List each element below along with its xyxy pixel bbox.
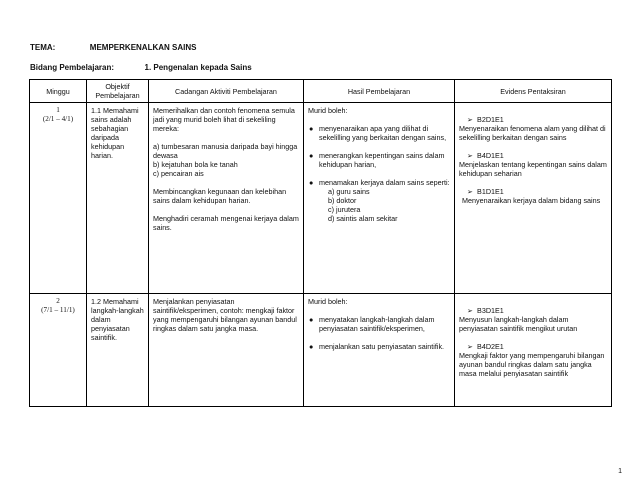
arrow-bullet-icon: ➢	[467, 115, 474, 124]
bullet-icon: ●	[309, 124, 314, 133]
evidens-code: ➢ B3D1E1	[467, 306, 504, 315]
bidang-line	[30, 63, 252, 72]
hasil-sub-item: b) doktor	[328, 196, 357, 205]
evidens-cell	[455, 103, 612, 294]
week-range: (7/1 – 11/1)	[41, 306, 75, 314]
hasil-bullet: ● menamakan kerjaya dalam sains seperti:	[309, 178, 450, 187]
arrow-bullet-icon: ➢	[467, 151, 474, 160]
aktiviti-cell	[149, 294, 304, 407]
evidens-code: ➢ B4D2E1	[467, 342, 504, 351]
minggu-cell	[30, 294, 87, 407]
evidens-code: ➢ B1D1E1	[467, 187, 504, 196]
week-number: 2	[56, 297, 60, 305]
aktiviti-para: Menghadiri ceramah mengenai kerjaya dalam sains.	[153, 214, 299, 232]
page-number: 1	[618, 468, 622, 475]
week-range: (2/1 – 4/1)	[42, 115, 74, 123]
aktiviti-cell	[149, 103, 304, 294]
lesson-plan-table	[29, 79, 612, 407]
evidens-text: Menyenaraikan kerjaya dalam bidang sains	[462, 196, 601, 205]
hasil-sub-item: d) saintis alam sekitar	[328, 214, 398, 223]
objektif-text: 1.1 Memahami sains adalah sebahagian daripada kehidupan harian.	[91, 106, 139, 160]
table-header-row	[30, 80, 612, 103]
arrow-bullet-icon: ➢	[467, 342, 474, 351]
hasil-cell	[304, 103, 455, 294]
objektif-cell	[87, 294, 149, 407]
hasil-intro: Murid boleh:	[308, 297, 348, 306]
hasil-bullet: ● menyatakan langkah-langkah dalam penyiasatan saintifik/eksperimen,	[309, 315, 435, 333]
hasil-sub-item: c) jurutera	[328, 205, 361, 214]
hasil-bullet: ● menjalankan satu penyiasatan saintifik.	[309, 342, 445, 351]
tema-value: MEMPERKENALKAN SAINS	[89, 43, 197, 52]
evidens-code: ➢ B2D1E1	[467, 115, 504, 124]
header-minggu: Minggu	[30, 80, 87, 103]
bullet-icon: ●	[309, 342, 314, 351]
aktiviti-item: a) tumbesaran manusia daripada bayi hingga dewasa	[153, 142, 298, 160]
tema-line	[30, 43, 196, 52]
table-row	[30, 103, 612, 294]
bidang-label: Bidang Pembelajaran:	[30, 63, 115, 72]
tema-label: TEMA:	[30, 43, 56, 52]
hasil-bullet: ● menyenaraikan apa yang dilihat di sekelilling yang berkaitan dengan sains,	[309, 124, 447, 142]
minggu-cell	[30, 103, 87, 294]
bullet-icon: ●	[309, 178, 314, 187]
hasil-intro: Murid boleh:	[308, 106, 348, 115]
hasil-bullet: ● menerangkan kepentingan sains dalam kehidupan harian,	[309, 151, 445, 169]
bullet-icon: ●	[309, 151, 314, 160]
evidens-code: ➢ B4D1E1	[467, 151, 504, 160]
aktiviti-para: Menjalankan penyiasatan saintifik/eksperimen, contoh: mengkaji faktor yang mempengaruhi bilangan ayunan bandul ringkas dalam satu jangka masa.	[153, 297, 297, 333]
aktiviti-item: c) pencairan ais	[153, 169, 204, 178]
hasil-cell	[304, 294, 455, 407]
evidens-text: Menyenaraikan fenomena alam yang dilihat di sekelilling berkaitan dengan sains	[459, 124, 606, 142]
header-aktiviti: Cadangan Aktiviti Pembelajaran	[149, 80, 304, 103]
evidens-text: Menjelaskan tentang kepentingan sains dalam kehidupan seharian	[459, 160, 607, 178]
bullet-icon: ●	[309, 315, 314, 324]
objektif-text: 1.2 Memahami langkah-langkah dalam penyiasatan saintifik.	[91, 297, 144, 342]
header-evidens: Evidens Pentaksiran	[455, 80, 612, 103]
arrow-bullet-icon: ➢	[467, 187, 474, 196]
bidang-value: 1. Pengenalan kepada Sains	[144, 63, 252, 72]
aktiviti-para: Memerihalkan dan contoh fenomena semula jadi yang murid boleh lihat di sekeliling mereka:	[153, 106, 295, 133]
week-number: 1	[56, 106, 60, 114]
aktiviti-item: b) kejatuhan bola ke tanah	[153, 160, 238, 169]
hasil-sub-item: a) guru sains	[328, 187, 370, 196]
header-objektif: Objektif Pembelajaran	[87, 80, 149, 103]
table-row	[30, 294, 612, 407]
objektif-cell	[87, 103, 149, 294]
evidens-cell	[455, 294, 612, 407]
evidens-text: Menyusun langkah-langkah dalam penyiasatan saintifik mengikut urutan	[459, 315, 578, 333]
aktiviti-para: Membincangkan kegunaan dan kelebihan sains dalam kehidupan harian.	[153, 187, 287, 205]
header-hasil: Hasil Pembelajaran	[304, 80, 455, 103]
evidens-text: Mengkaji faktor yang mempengaruhi bilangan ayunan bandul ringkas dalam satu jangka masa melalui penyiasatan saintifik	[459, 351, 605, 378]
arrow-bullet-icon: ➢	[467, 306, 474, 315]
